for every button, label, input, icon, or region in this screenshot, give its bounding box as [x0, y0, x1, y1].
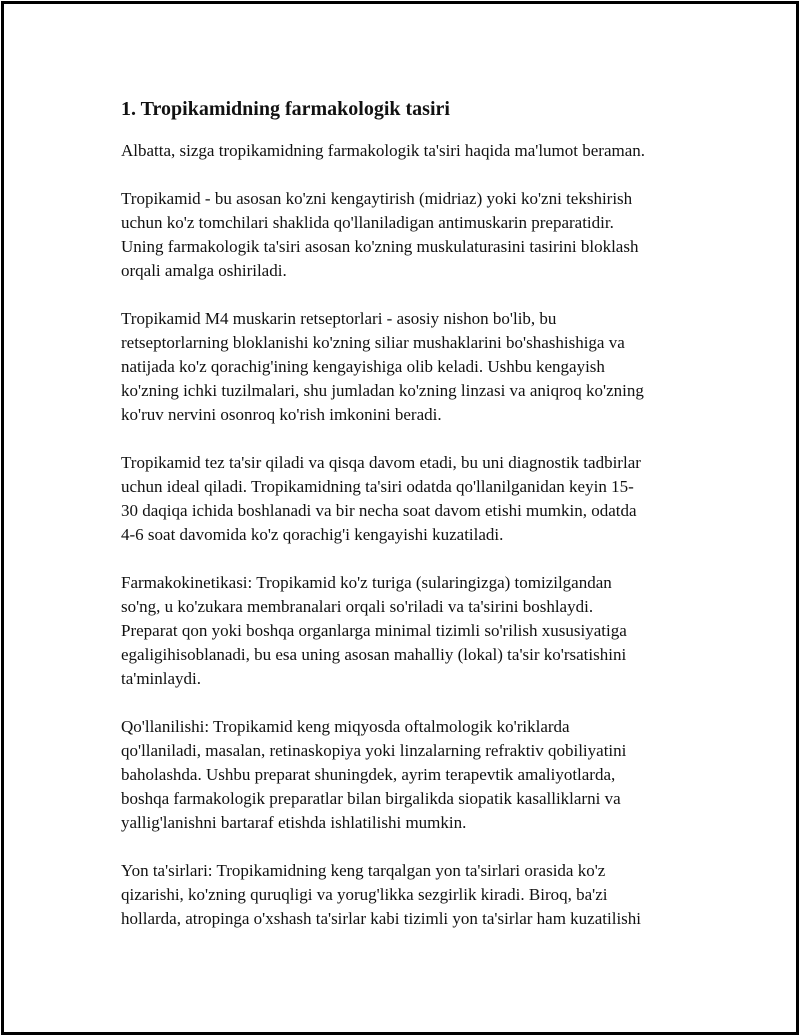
paragraph — [121, 187, 721, 283]
paragraph — [121, 859, 721, 931]
text-line: qo'llaniladi, masalan, retinaskopiya yoki linzalarning refraktiv qobiliyatini — [121, 741, 627, 760]
text-line: Uning farmakologik ta'siri asosan ko'zning muskulaturasini tasirini bloklash — [121, 237, 639, 256]
text-line: natijada ko'z qorachig'ining kengayishiga olib keladi. Ushbu kengayish — [121, 357, 605, 376]
text-line: Preparat qon yoki boshqa organlarga minimal tizimli so'rilish xususiyatiga — [121, 621, 627, 640]
paragraph — [121, 451, 721, 547]
text-line: Farmakokinetikasi: Tropikamid ko'z turiga (sularingizga) tomizilgandan — [121, 573, 612, 592]
text-line: Yon ta'sirlari: Tropikamidning keng tarqalgan yon ta'sirlari orasida ko'z — [121, 861, 606, 880]
text-line: Qo'llanilishi: Tropikamid keng miqyosda oftalmologik ko'riklarda — [121, 717, 570, 736]
text-line: orqali amalga oshiriladi. — [121, 261, 287, 280]
text-line: ko'ruv nervini osonroq ko'rish imkonini beradi. — [121, 405, 442, 424]
paragraph — [121, 139, 721, 163]
section-heading: 1. Tropikamidning farmakologik tasiri — [121, 98, 450, 120]
text-line: ta'minlaydi. — [121, 669, 202, 688]
paragraph — [121, 307, 721, 427]
paragraph-list — [121, 139, 721, 931]
text-line: baholashda. Ushbu preparat shuningdek, ayrim terapevtik amaliyotlarda, — [121, 765, 616, 784]
text-line: qizarishi, ko'zning quruqligi va yorug'likka sezgirlik kiradi. Biroq, ba'zi — [121, 885, 608, 904]
text-line: yallig'lanishni bartaraf etishda ishlatilishi mumkin. — [121, 813, 467, 832]
text-line: Tropikamid - bu asosan ko'zni kengaytirish (midriaz) yoki ko'zni tekshirish — [121, 189, 633, 208]
text-line: 4-6 soat davomida ko'z qorachig'i kengayishi kuzatiladi. — [121, 525, 504, 544]
text-line: egaligihisoblanadi, bu esa uning asosan mahalliy (lokal) ta'sir ko'rsatishini — [121, 645, 627, 664]
text-line: boshqa farmakologik preparatlar bilan birgalikda siopatik kasalliklarni va — [121, 789, 621, 808]
text-line: Tropikamid tez ta'sir qiladi va qisqa davom etadi, bu uni diagnostik tadbirlar — [121, 453, 641, 472]
paragraph — [121, 715, 721, 835]
text-line: uchun ko'z tomchilari shaklida qo'llaniladigan antimuskarin preparatidir. — [121, 213, 614, 232]
text-line: retseptorlarning bloklanishi ko'zning siliar mushaklarini bo'shashishiga va — [121, 333, 625, 352]
text-line: 30 daqiqa ichida boshlanadi va bir necha soat davom etishi mumkin, odatda — [121, 501, 637, 520]
page-frame — [1, 1, 799, 1035]
text-line: hollarda, atropinga o'xshash ta'sirlar kabi tizimli yon ta'sirlar ham kuzatilishi — [121, 909, 642, 928]
paragraph — [121, 571, 721, 691]
text-line: so'ng, u ko'zukara membranalari orqali so'riladi va ta'sirini boshlaydi. — [121, 597, 594, 616]
text-line: uchun ideal qiladi. Tropikamidning ta'siri odatda qo'llanilganidan keyin 15- — [121, 477, 634, 496]
text-line: Tropikamid M4 muskarin retseptorlari - asosiy nishon bo'lib, bu — [121, 309, 557, 328]
document-body — [121, 96, 721, 955]
text-line: ko'zning ichki tuzilmalari, shu jumladan ko'zning linzasi va aniqroq ko'zning — [121, 381, 644, 400]
text-line: Albatta, sizga tropikamidning farmakologik ta'siri haqida ma'lumot beraman. — [121, 141, 646, 160]
